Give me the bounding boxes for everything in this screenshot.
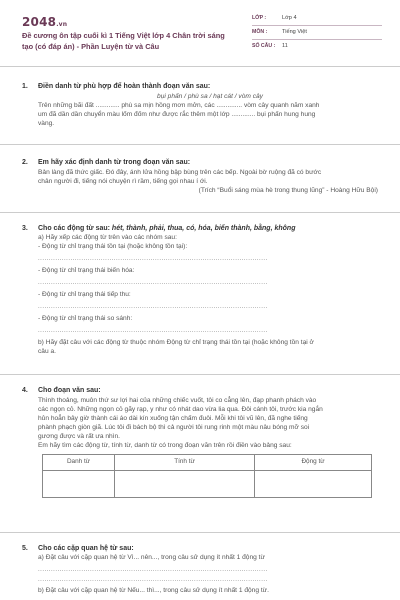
table-cell-nouns[interactable]	[43, 470, 115, 497]
header	[22, 12, 382, 60]
divider	[0, 66, 400, 67]
paragraph-line: hủn hoẳn bây giờ thành cái áo dài kín xuống tận chấm đuôi. Mỗi khi tôi vũ lên, đã nghe tiếng	[38, 415, 308, 423]
meta-value: Lớp 4	[282, 14, 297, 21]
divider	[0, 212, 400, 213]
sub-question-a: a) Hãy xếp các động từ trên vào các nhóm sau:	[38, 234, 177, 242]
title-prefix: Cho các động từ sau:	[38, 225, 112, 232]
meta-row-subject	[252, 26, 382, 40]
divider	[0, 144, 400, 145]
answer-line[interactable]: ..........................................................................................................	[38, 280, 268, 287]
meta-value: 11	[282, 43, 288, 50]
meta-key: SỐ CÂU :	[252, 43, 276, 50]
meta-key: MÔN :	[252, 28, 268, 35]
answer-line[interactable]: ..........................................................................................................	[38, 567, 268, 574]
sub-question-b: b) Hãy đặt câu với các động từ thuộc nhóm Động từ chỉ trạng thái tồn tại (hoặc không tồn tại ở	[38, 339, 314, 347]
answer-line[interactable]: ..........................................................................................................	[38, 577, 268, 584]
word-table	[42, 454, 372, 498]
word-options: bụi phấn / phù sa / hạt cát / vòm cây	[157, 93, 263, 101]
paragraph-line: um đã dần dần chuyển màu lốm đốm như được rắc thêm một lớp ............. bụi phấn hung hung	[38, 111, 316, 119]
source-citation: (Trích “Buổi sáng mùa hè trong thung lũng” - Hoàng Hữu Bội)	[198, 187, 378, 195]
question-number: 3.	[22, 225, 28, 232]
title-word-list: hét, thành, phải, thua, có, hóa, biến thành, bằng, không	[111, 225, 296, 232]
question-number: 1.	[22, 83, 28, 90]
paragraph-line: chân người đi, tiếng nói chuyện rì rầm, tiếng gọi nhau í ới.	[38, 178, 208, 186]
table-cell-verbs[interactable]	[255, 470, 372, 497]
sub-question-b: b) Đặt câu với cặp quan hệ từ Nếu... thì..., trong câu sử dụng ít nhất 1 động từ.	[38, 586, 269, 594]
divider	[0, 374, 400, 375]
group-label: - Động từ chỉ trạng thái tiếp thu:	[38, 291, 131, 299]
logo-main-text: 2048	[22, 15, 57, 29]
sub-question-a: a) Đặt câu với cặp quan hệ từ Vì... nên..., trong câu sử dụng ít nhất 1 động từ	[38, 554, 265, 562]
instruction: Em hãy tìm các động từ, tính từ, danh từ có trong đoạn văn trên rồi điền vào bảng sau:	[38, 441, 292, 449]
column-header-verbs: Động từ	[255, 454, 372, 470]
logo-suffix-text: .vn	[56, 21, 68, 28]
meta-table	[252, 12, 382, 54]
meta-row-count	[252, 40, 382, 54]
paragraph-line: phành phạch giòn giã. Lúc tôi đi bách bộ thì cả người tôi rung rinh một màu nâu bóng mỡ soi	[38, 424, 310, 432]
answer-line[interactable]: ..........................................................................................................	[38, 256, 268, 263]
document-title: Đề cương ôn tập cuối kì 1 Tiếng Việt lớp 4 Chân trời sáng tạo (có đáp án) - Phần Luyện từ và Câu	[22, 31, 225, 51]
paragraph-line: gương được và rất ưa nhìn.	[38, 433, 121, 440]
paragraph-line: vàng.	[38, 120, 55, 128]
sub-question-b-cont: câu a.	[38, 348, 56, 356]
question-title: Cho đoạn văn sau:	[38, 387, 101, 394]
site-logo[interactable]	[22, 14, 67, 30]
group-label: - Động từ chỉ trạng thái tồn tại (hoặc không tồn tại):	[38, 243, 188, 251]
meta-row-class	[252, 12, 382, 26]
question-title: Điền danh từ phù hợp để hoàn thành đoạn văn sau:	[38, 83, 211, 90]
question-number: 4.	[22, 387, 28, 394]
question-number: 2.	[22, 159, 28, 166]
group-label: - Động từ chỉ trạng thái biến hóa:	[38, 267, 135, 275]
question-title: Em hãy xác định danh từ trong đoạn văn sau:	[38, 159, 191, 166]
meta-value: Tiếng Việt	[282, 28, 307, 35]
question-title: Cho các cặp quan hệ từ sau:	[38, 545, 134, 552]
paragraph-line: Trên những bãi đất ............. phù sa mịn hồng mơn mởn, các .............. vòm cây quanh năm xanh	[38, 102, 320, 110]
answer-line[interactable]: ..........................................................................................................	[38, 328, 268, 335]
group-label: - Động từ chỉ trạng thái so sánh:	[38, 315, 133, 323]
answer-line[interactable]: ..........................................................................................................	[38, 304, 268, 311]
question-number: 5.	[22, 545, 28, 552]
table-cell-adjectives[interactable]	[115, 470, 255, 497]
paragraph-line: Bản làng đã thức giấc. Đó đây, ánh lửa hồng bập bùng trên các bếp. Ngoài bờ ruộng đã có bước	[38, 169, 322, 177]
divider	[0, 532, 400, 533]
column-header-adjectives: Tính từ	[115, 454, 255, 470]
paragraph-line: các ngọn cỏ. Những ngọn cỏ gãy rạp, y như có nhát dao vừa lia qua. Đôi cánh tôi, trước kia ngắn	[38, 406, 323, 414]
column-header-nouns: Danh từ	[43, 454, 115, 470]
meta-key: LỚP :	[252, 14, 267, 21]
paragraph-line: Thình thoảng, muôn thứ sư lợi hai của những chiếc vuốt, tôi co cẳng lên, đạp phanh phách vào	[38, 397, 317, 405]
question-title	[38, 224, 382, 233]
